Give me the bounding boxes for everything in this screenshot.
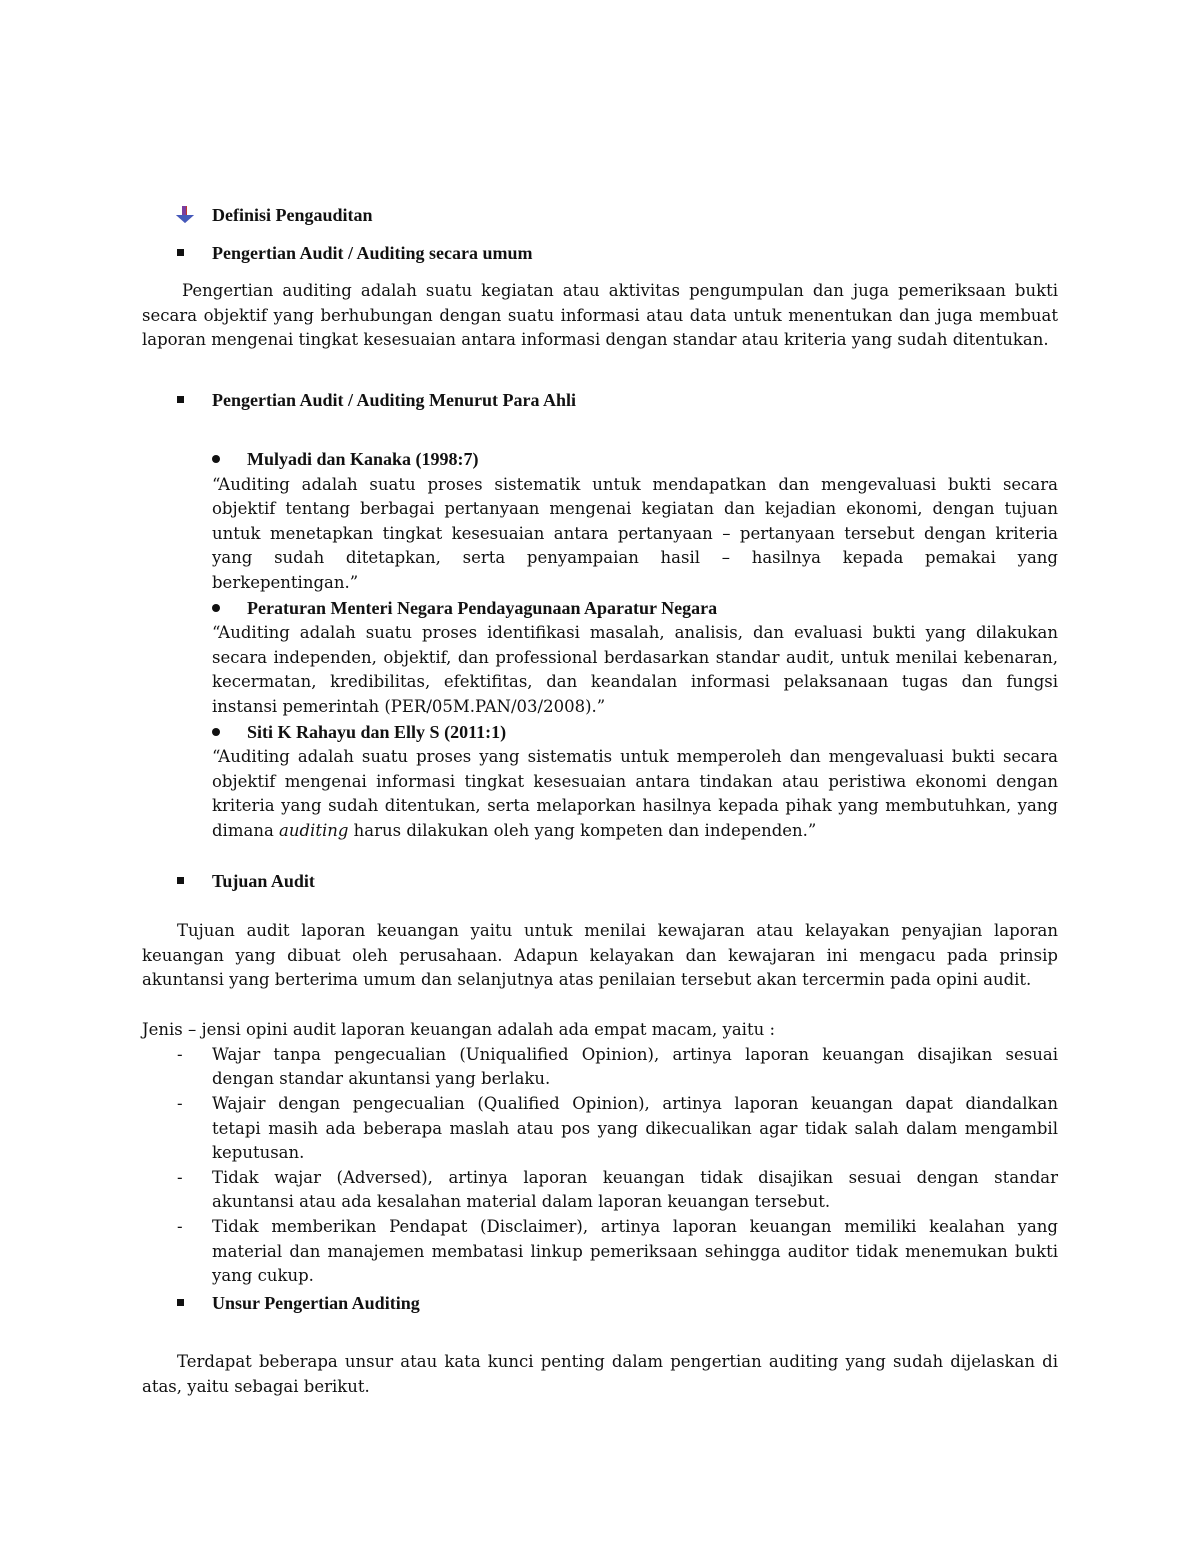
arrow-bullet-icon bbox=[176, 206, 196, 224]
quote-line: instansi pemerintah (PER/05M.PAN/03/2008).” bbox=[212, 697, 606, 716]
list-item-line: akuntansi atau ada kesalahan material dalam laporan keuangan tersebut. bbox=[212, 1192, 831, 1211]
section-heading: Pengertian Audit / Auditing secara umum bbox=[212, 243, 533, 263]
round-bullet-icon bbox=[212, 455, 220, 463]
quote-line: kecermatan, kredibilitas, efektifitas, dan keandalan informasi pelaksanaan tugas dan fungsi bbox=[212, 672, 1058, 691]
section-title: Definisi Pengauditan bbox=[212, 205, 373, 225]
section-heading: Tujuan Audit bbox=[212, 871, 315, 891]
italic-term: auditing bbox=[279, 821, 349, 840]
round-bullet-icon bbox=[212, 604, 220, 612]
quote-line: dimana auditing harus dilakukan oleh yang kompeten dan independen.” bbox=[212, 821, 817, 840]
paragraph-line: atas, yaitu sebagai berikut. bbox=[142, 1377, 370, 1396]
section-heading: Pengertian Audit / Auditing Menurut Para Ahli bbox=[212, 390, 577, 410]
list-item-line: yang cukup. bbox=[212, 1266, 314, 1285]
paragraph-line: secara objektif yang berhubungan dengan suatu informasi atau data untuk menentukan dan juga membuat bbox=[142, 306, 1058, 325]
quote-line: berkepentingan.” bbox=[212, 573, 359, 592]
square-bullet-icon bbox=[177, 1299, 184, 1306]
dash-bullet: - bbox=[177, 1217, 183, 1236]
square-bullet-icon bbox=[177, 396, 184, 403]
quote-line: kriteria yang sudah ditentukan, serta melaporkan hasilnya kepada pihak yang membutuhkan, yang bbox=[212, 796, 1058, 815]
paragraph-line: Terdapat beberapa unsur atau kata kunci penting dalam pengertian auditing yang sudah dijelaskan di bbox=[177, 1352, 1058, 1371]
paragraph-line: laporan mengenai tingkat kesesuaian antara informasi dengan standar atau kriteria yang sudah ditentukan. bbox=[142, 330, 1049, 349]
list-item-line: keputusan. bbox=[212, 1143, 305, 1162]
quote-line: untuk menetapkan tingkat kesesuaian antara pertanyaan – pertanyaan tersebut dengan kriteria bbox=[212, 524, 1058, 543]
paragraph-line: Tujuan audit laporan keuangan yaitu untuk menilai kewajaran atau kelayakan penyajian laporan bbox=[177, 921, 1058, 940]
square-bullet-icon bbox=[177, 249, 184, 256]
quote-line: “Auditing adalah suatu proses identifikasi masalah, analisis, dan evaluasi bukti yang dilakukan bbox=[212, 623, 1058, 642]
quote-line: objektif mengenai informasi tingkat kesesuaian antara tindakan atau peristiwa ekonomi dengan bbox=[212, 772, 1058, 791]
round-bullet-icon bbox=[212, 728, 220, 736]
list-item-line: Tidak wajar (Adversed), artinya laporan keuangan tidak disajikan sesuai dengan standar bbox=[212, 1168, 1058, 1187]
quote-line: “Auditing adalah suatu proses sistematik untuk mendapatkan dan mengevaluasi bukti secara bbox=[212, 475, 1058, 494]
expert-name: Siti K Rahayu dan Elly S (2011:1) bbox=[247, 722, 507, 742]
list-item-line: Tidak memberikan Pendapat (Disclaimer), artinya laporan keuangan memiliki kealahan yang bbox=[212, 1217, 1058, 1236]
quote-line: “Auditing adalah suatu proses yang sistematis untuk memperoleh dan mengevaluasi bukti secara bbox=[212, 747, 1058, 766]
dash-bullet: - bbox=[177, 1094, 183, 1113]
expert-name: Peraturan Menteri Negara Pendayagunaan Aparatur Negara bbox=[247, 598, 718, 618]
list-item-line: Wajar tanpa pengecualian (Uniqualified Opinion), artinya laporan keuangan disajikan sesuai bbox=[212, 1045, 1058, 1064]
quote-line: objektif tentang berbagai pertanyaan mengenai kegiatan dan kejadian ekonomi, dengan tujuan bbox=[212, 499, 1058, 518]
paragraph-line: keuangan yang dibuat oleh perusahaan. Adapun kelayakan dan kewajaran ini mengacu pada prinsip bbox=[142, 946, 1058, 965]
list-item-line: Wajair dengan pengecualian (Qualified Opinion), artinya laporan keuangan dapat diandalkan bbox=[212, 1094, 1058, 1113]
paragraph-line: Pengertian auditing adalah suatu kegiatan atau aktivitas pengumpulan dan juga pemeriksaan bukti bbox=[182, 281, 1058, 300]
expert-name: Mulyadi dan Kanaka (1998:7) bbox=[247, 449, 479, 469]
dash-bullet: - bbox=[177, 1045, 183, 1064]
list-item-line: material dan manajemen membatasi linkup pemeriksaan sehingga auditor tidak menemukan bukti bbox=[212, 1242, 1058, 1261]
section-heading: Unsur Pengertian Auditing bbox=[212, 1293, 420, 1313]
quote-line: secara independen, objektif, dan professional berdasarkan standar audit, untuk menilai kebenaran, bbox=[212, 648, 1058, 667]
list-item-line: dengan standar akuntansi yang berlaku. bbox=[212, 1069, 551, 1088]
list-item-line: tetapi masih ada beberapa maslah atau pos yang dikecualikan agar tidak salah dalam mengambil bbox=[212, 1119, 1058, 1138]
list-intro: Jenis – jensi opini audit laporan keuangan adalah ada empat macam, yaitu : bbox=[142, 1020, 776, 1039]
paragraph-line: akuntansi yang berterima umum dan selanjutnya atas penilaian tersebut akan tercermin pada opini audit. bbox=[142, 970, 1032, 989]
dash-bullet: - bbox=[177, 1168, 183, 1187]
square-bullet-icon bbox=[177, 877, 184, 884]
quote-line: yang sudah ditetapkan, serta penyampaian hasil – hasilnya kepada pemakai yang bbox=[212, 548, 1058, 567]
